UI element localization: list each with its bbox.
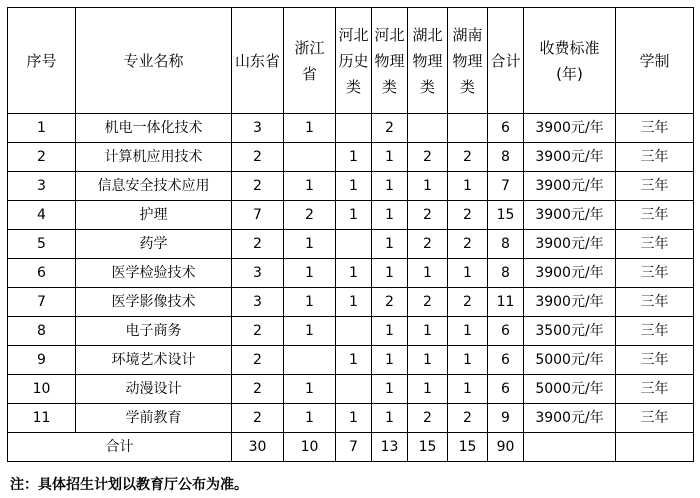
- cell-hebei-history: 1: [336, 201, 372, 230]
- cell-shandong: 2: [232, 346, 284, 375]
- cell-index: 10: [8, 375, 76, 404]
- cell-zhejiang: 1: [284, 404, 336, 433]
- cell-major: 动漫设计: [76, 375, 232, 404]
- cell-hebei-physics: 1: [372, 172, 408, 201]
- cell-hunan-physics: 1: [448, 172, 488, 201]
- cell-index: 8: [8, 317, 76, 346]
- cell-total: 9: [488, 404, 524, 433]
- cell-shandong: 2: [232, 230, 284, 259]
- cell-total: 8: [488, 259, 524, 288]
- cell-index: 2: [8, 143, 76, 172]
- cell-major: 药学: [76, 230, 232, 259]
- cell-index: 6: [8, 259, 76, 288]
- cell-hebei-physics: 1: [372, 259, 408, 288]
- cell-total: 11: [488, 288, 524, 317]
- header-shandong: 山东省: [232, 8, 284, 114]
- cell-total: 6: [488, 346, 524, 375]
- cell-zhejiang: 2: [284, 201, 336, 230]
- cell-hebei-history: 1: [336, 259, 372, 288]
- totals-duration-empty: [616, 433, 694, 462]
- cell-index: 11: [8, 404, 76, 433]
- cell-major: 护理: [76, 201, 232, 230]
- header-hebei-history: 河北 历史 类: [336, 8, 372, 114]
- table-row: [8, 404, 694, 433]
- cell-zhejiang: 1: [284, 259, 336, 288]
- totals-label: 合计: [8, 433, 232, 462]
- footnote: 注：具体招生计划以教育厅公布为准。: [10, 477, 248, 493]
- cell-shandong: 2: [232, 317, 284, 346]
- cell-total: 6: [488, 375, 524, 404]
- cell-fee: 3900元/年: [524, 143, 616, 172]
- cell-hunan-physics: 1: [448, 375, 488, 404]
- cell-hubei-physics: 2: [408, 230, 448, 259]
- cell-hebei-physics: 2: [372, 288, 408, 317]
- cell-duration: 三年: [616, 404, 694, 433]
- cell-hubei-physics: 1: [408, 346, 448, 375]
- cell-index: 7: [8, 288, 76, 317]
- cell-hebei-history: 1: [336, 172, 372, 201]
- cell-hunan-physics: 2: [448, 230, 488, 259]
- cell-major: 学前教育: [76, 404, 232, 433]
- cell-major: 医学检验技术: [76, 259, 232, 288]
- cell-fee: 3900元/年: [524, 259, 616, 288]
- cell-fee: 3900元/年: [524, 114, 616, 143]
- header-hubei-physics: 湖北 物理 类: [408, 8, 448, 114]
- cell-zhejiang: 1: [284, 288, 336, 317]
- header-index: 序号: [8, 8, 76, 114]
- cell-zhejiang: [284, 143, 336, 172]
- cell-duration: 三年: [616, 317, 694, 346]
- cell-hebei-physics: 1: [372, 230, 408, 259]
- cell-shandong: 7: [232, 201, 284, 230]
- cell-hubei-physics: 1: [408, 317, 448, 346]
- totals-zhejiang: 10: [284, 433, 336, 462]
- header-total: 合计: [488, 8, 524, 114]
- totals-total: 90: [488, 433, 524, 462]
- cell-hunan-physics: 1: [448, 346, 488, 375]
- cell-shandong: 3: [232, 288, 284, 317]
- cell-fee: 3900元/年: [524, 404, 616, 433]
- header-duration: 学制: [616, 8, 694, 114]
- cell-duration: 三年: [616, 114, 694, 143]
- header-row: [8, 8, 694, 114]
- cell-duration: 三年: [616, 172, 694, 201]
- cell-index: 4: [8, 201, 76, 230]
- totals-fee-empty: [524, 433, 616, 462]
- cell-fee: 3900元/年: [524, 201, 616, 230]
- enrollment-plan-table: [7, 7, 694, 462]
- cell-zhejiang: 1: [284, 375, 336, 404]
- table-row: [8, 230, 694, 259]
- cell-fee: 3900元/年: [524, 172, 616, 201]
- cell-hubei-physics: 2: [408, 404, 448, 433]
- cell-duration: 三年: [616, 230, 694, 259]
- cell-fee: 3500元/年: [524, 317, 616, 346]
- totals-hebei-physics: 13: [372, 433, 408, 462]
- cell-index: 3: [8, 172, 76, 201]
- table-row: [8, 143, 694, 172]
- cell-total: 6: [488, 317, 524, 346]
- table-row: [8, 317, 694, 346]
- totals-shandong: 30: [232, 433, 284, 462]
- cell-hebei-physics: 1: [372, 404, 408, 433]
- cell-major: 环境艺术设计: [76, 346, 232, 375]
- cell-hebei-history: 1: [336, 404, 372, 433]
- table-row: [8, 201, 694, 230]
- cell-index: 1: [8, 114, 76, 143]
- cell-hebei-history: 1: [336, 288, 372, 317]
- cell-major: 机电一体化技术: [76, 114, 232, 143]
- cell-fee: 5000元/年: [524, 375, 616, 404]
- cell-duration: 三年: [616, 201, 694, 230]
- cell-fee: 3900元/年: [524, 288, 616, 317]
- header-fee: 收费标准 (年): [524, 8, 616, 114]
- totals-hunan-physics: 15: [448, 433, 488, 462]
- cell-hubei-physics: 1: [408, 172, 448, 201]
- cell-major: 计算机应用技术: [76, 143, 232, 172]
- totals-row: [8, 433, 694, 462]
- cell-duration: 三年: [616, 375, 694, 404]
- cell-shandong: 3: [232, 259, 284, 288]
- cell-zhejiang: 1: [284, 230, 336, 259]
- cell-hebei-history: [336, 375, 372, 404]
- cell-shandong: 2: [232, 404, 284, 433]
- totals-hubei-physics: 15: [408, 433, 448, 462]
- cell-total: 8: [488, 230, 524, 259]
- cell-hunan-physics: 2: [448, 404, 488, 433]
- cell-shandong: 2: [232, 143, 284, 172]
- cell-hubei-physics: 1: [408, 259, 448, 288]
- cell-hebei-history: [336, 230, 372, 259]
- table-row: [8, 346, 694, 375]
- cell-shandong: 3: [232, 114, 284, 143]
- table-row: [8, 114, 694, 143]
- cell-hunan-physics: 2: [448, 201, 488, 230]
- header-zhejiang: 浙江 省: [284, 8, 336, 114]
- cell-hubei-physics: 2: [408, 288, 448, 317]
- cell-hebei-physics: 1: [372, 317, 408, 346]
- cell-zhejiang: 1: [284, 114, 336, 143]
- cell-hebei-physics: 1: [372, 346, 408, 375]
- cell-zhejiang: [284, 346, 336, 375]
- cell-zhejiang: 1: [284, 172, 336, 201]
- cell-hebei-history: 1: [336, 346, 372, 375]
- cell-hubei-physics: [408, 114, 448, 143]
- cell-hubei-physics: 2: [408, 201, 448, 230]
- cell-hebei-physics: 1: [372, 375, 408, 404]
- cell-hebei-physics: 2: [372, 114, 408, 143]
- cell-hunan-physics: 1: [448, 259, 488, 288]
- cell-hunan-physics: [448, 114, 488, 143]
- totals-hebei-history: 7: [336, 433, 372, 462]
- table-row: [8, 375, 694, 404]
- cell-duration: 三年: [616, 346, 694, 375]
- cell-hubei-physics: 2: [408, 143, 448, 172]
- cell-total: 8: [488, 143, 524, 172]
- cell-duration: 三年: [616, 259, 694, 288]
- cell-hunan-physics: 2: [448, 143, 488, 172]
- cell-zhejiang: 1: [284, 317, 336, 346]
- cell-hebei-physics: 1: [372, 143, 408, 172]
- cell-hunan-physics: 2: [448, 288, 488, 317]
- table-row: [8, 259, 694, 288]
- cell-fee: 5000元/年: [524, 346, 616, 375]
- header-hunan-physics: 湖南 物理 类: [448, 8, 488, 114]
- cell-total: 15: [488, 201, 524, 230]
- cell-shandong: 2: [232, 375, 284, 404]
- cell-major: 信息安全技术应用: [76, 172, 232, 201]
- cell-duration: 三年: [616, 143, 694, 172]
- cell-major: 医学影像技术: [76, 288, 232, 317]
- cell-hebei-physics: 1: [372, 201, 408, 230]
- cell-hubei-physics: 1: [408, 375, 448, 404]
- table-row: [8, 288, 694, 317]
- header-major: 专业名称: [76, 8, 232, 114]
- cell-hebei-history: [336, 317, 372, 346]
- cell-index: 5: [8, 230, 76, 259]
- cell-hebei-history: 1: [336, 143, 372, 172]
- cell-major: 电子商务: [76, 317, 232, 346]
- cell-hebei-history: [336, 114, 372, 143]
- header-hebei-physics: 河北 物理 类: [372, 8, 408, 114]
- table-row: [8, 172, 694, 201]
- cell-shandong: 2: [232, 172, 284, 201]
- cell-fee: 3900元/年: [524, 230, 616, 259]
- cell-hunan-physics: 1: [448, 317, 488, 346]
- cell-total: 6: [488, 114, 524, 143]
- cell-index: 9: [8, 346, 76, 375]
- cell-total: 7: [488, 172, 524, 201]
- cell-duration: 三年: [616, 288, 694, 317]
